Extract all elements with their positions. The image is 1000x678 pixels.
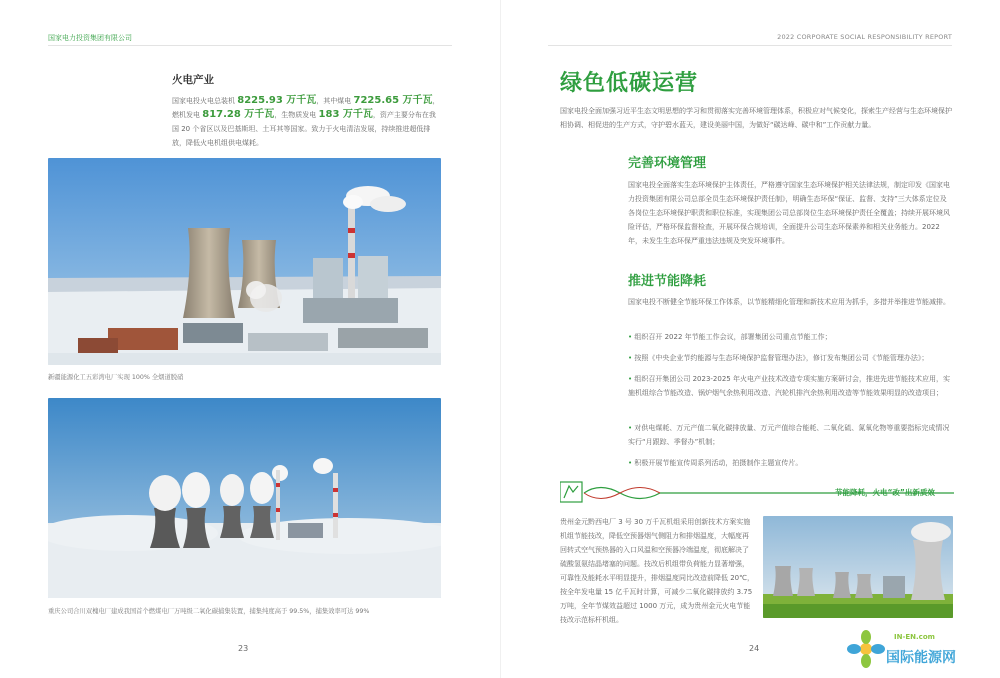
header-divider-left (48, 45, 452, 46)
watermark-brand: 国际能源网 (886, 650, 956, 666)
environmental-management-body: 国家电投全面落实生态环境保护主体责任，严格遵守国家生态环境保护相关法律法规，制定印发《国家电力投资集团有限公司总部全员生态环境保护责任制》，明确生态环保“保证、监督、支持”三大体系定位及各岗位生态环境保护职责和职位标准，实现集团公司总部岗位生态环境保护责任全覆盖；持续开展环境风险评估，严格环保监督检查，开展环保合规培训，全面提升公司生态环保素养和相关业务能力。2022 年，未发生生态环保严重违法违规及突发环境事件。 (628, 181, 950, 245)
coal-capacity-value: 7225.65 万千瓦 (353, 95, 433, 106)
total-capacity-value: 8225.93 万千瓦 (237, 95, 317, 106)
list-item: • 积极开展节能宣传周系列活动，拍摄制作主题宣传片。 (628, 459, 803, 467)
page-gutter (500, 0, 501, 678)
header-divider-right (548, 45, 952, 46)
chapter-intro: 国家电投全面加强习近平生态文明思想的学习和贯彻落实完善环境管理体系，积极应对气候变化，探索生产经营与生态环境保护相协调、相促进的生产方式，守护碧水蓝天，建设美丽中国，为做好“碳达峰、碳中和”工作贡献力量。 (560, 107, 952, 129)
intro-text-5: ，资产主要分布在我国 20 个省区以及巴基斯坦、土耳其等国家。致力于火电清洁发展，持续推进超低排放，降低火电机组供电煤耗。 (172, 111, 436, 147)
watermark-flower-icon (846, 629, 886, 669)
list-item: • 对供电煤耗、万元产值二氧化碳排放量、万元产值综合能耗、二氧化硫、氮氧化物等重要指标完成情况实行“月跟踪、季督办”机制； (628, 424, 950, 446)
case-study-text: 贵州金元黔西电厂 3 号 30 万千瓦机组采用创新技术方案实施机组节能技改，降低空预器烟气侧阻力和排烟温度，大幅度再回转式空气预热器的入口风温和空预器冷端温度，彻底解决了硫酸氢氨结晶堵塞的问题。技改后机组带负荷能力显著增强，可靠性及能耗水平明显提升，排烟温度同比改造前降低 20℃，按全年发电量 15 亿千瓦时计算，可减少二氧化碳排放约 3.75 万吨，全年节煤效益超过 1000 万元，成为贵州金元火电节能技改示范标杆机组。 (560, 518, 754, 624)
list-item: • 按照《中央企业节约能源与生态环境保护监督管理办法》，修订发布集团公司《节能管理办法》； (628, 354, 929, 362)
page-number-left: 23 (238, 644, 249, 653)
photo1-caption: 新疆能源化工五彩湾电厂实现 100% 全烟道脱硝 (48, 374, 184, 381)
thermal-power-intro (172, 94, 442, 150)
photo-wucaiwan-power-plant (48, 158, 441, 365)
photo-hechuan-power-plant (48, 398, 441, 598)
watermark-logo (846, 625, 996, 675)
header-company-name: 国家电力投资集团有限公司 (48, 34, 132, 42)
section-title-energy-saving: 推进节能降耗 (628, 274, 707, 289)
intro-text-3: ，燃机发电 (172, 97, 440, 119)
header-report-title: 2022 CORPORATE SOCIAL RESPONSIBILITY REPORT (777, 33, 952, 41)
section-title-environmental-management: 完善环境管理 (628, 156, 707, 171)
energy-saving-body: 国家电投不断健全节能环保工作体系，以节能精细化管理和新技术应用为抓手，多措并举推进节能减排。 (628, 298, 950, 306)
intro-text-4: ，生物质发电 (274, 111, 319, 119)
intro-text-1: 国家电投火电总装机 (172, 97, 238, 105)
list-item: • 组织召开 2022 年节能工作会议，部署集团公司重点节能工作； (628, 333, 832, 341)
chapter-title: 绿色低碳运营 (560, 71, 699, 96)
list-item: • 组织召开集团公司 2023-2025 年火电产业技术改造专项实施方案研讨会，推进先进节能技术应用，实施机组综合节能改造、锅炉烟气余热利用改造、汽轮机排汽余热利用改造等节能效果明显的改造项目； (628, 375, 950, 397)
case-banner-label: 节能降耗，火电“改”出新质效 (835, 488, 935, 497)
section-title-thermal-power: 火电产业 (172, 74, 214, 86)
photo2-caption: 重庆公司合川双槐电厂建成我国首个燃煤电厂万吨级二氧化碳捕集装置，捕集纯度高于 99.5%，捕集效率可达 99% (48, 608, 370, 615)
intro-text-2: ，其中煤电 (316, 97, 354, 105)
biomass-capacity-value: 183 万千瓦 (318, 109, 373, 120)
page-number-right: 24 (749, 644, 760, 653)
watermark-domain: IN-EN.com (894, 633, 935, 641)
photo-qianxi-power-plant (763, 516, 953, 618)
gas-capacity-value: 817.28 万千瓦 (202, 109, 275, 120)
